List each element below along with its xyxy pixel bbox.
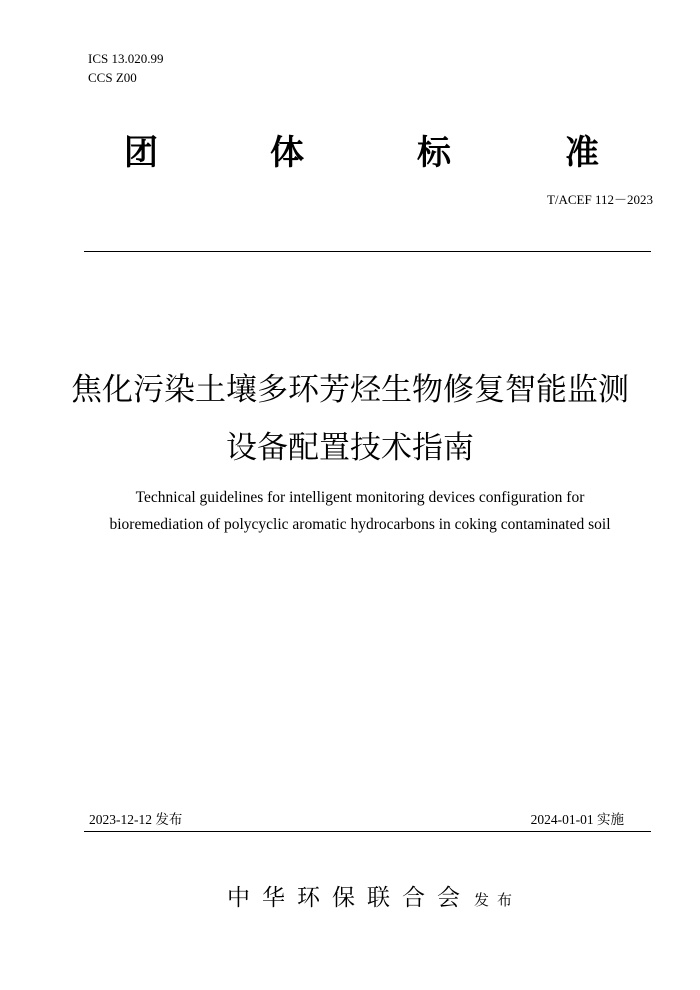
standard-type-heading xyxy=(0,133,700,173)
standard-type-char: 团 xyxy=(124,133,158,173)
ccs-code: CCS Z00 xyxy=(88,70,137,85)
publisher-organization: 中华环保联合会 xyxy=(227,885,472,911)
issue-date: 2023-12-12 发布 xyxy=(89,812,183,827)
standard-type-char: 标 xyxy=(417,133,451,173)
ics-code: ICS 13.020.99 xyxy=(88,51,164,66)
footer-divider xyxy=(84,831,651,832)
standard-type-char: 体 xyxy=(270,133,304,173)
title-cn-line1: 焦化污染土壤多环芳烃生物修复智能监测 xyxy=(71,372,629,408)
implementation-date: 2024-01-01 实施 xyxy=(530,812,624,827)
standard-number: T/ACEF 112－2023 xyxy=(546,192,653,207)
standard-type-char: 准 xyxy=(565,133,599,173)
title-cn-line2: 设备配置技术指南 xyxy=(226,430,474,466)
header-divider xyxy=(84,251,651,252)
publisher-action: 发布 xyxy=(474,891,521,909)
title-en-line1: Technical guidelines for intelligent monitoring devices configuration for xyxy=(135,489,585,506)
title-en-line2: bioremediation of polycyclic aromatic hydrocarbons in coking contaminated soil xyxy=(109,516,611,533)
publisher-line xyxy=(227,879,520,912)
